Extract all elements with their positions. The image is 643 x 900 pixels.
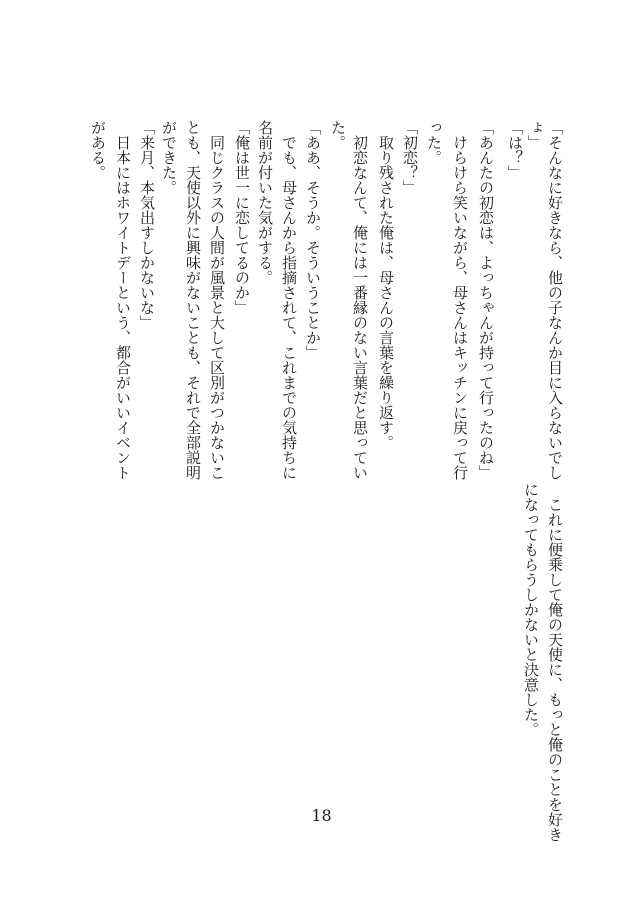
page-number: 18 — [311, 806, 332, 825]
text-column-17: ができた。 — [160, 120, 178, 195]
text-column-2: ょ」 — [526, 120, 544, 150]
text-column-9: 初恋なんて、俺には一番縁のない言葉だと思ってい — [351, 120, 369, 480]
text-column-16: とも、天使以外に興味がないことも、それで全部説明 — [184, 120, 202, 480]
text-column-14: 「俺は世一に恋してるのか」 — [233, 120, 251, 315]
text-column-6: った。 — [425, 120, 443, 165]
text-column-13: 名前が付いた気がする。 — [256, 120, 274, 285]
text-column-5: けらけら笑いながら、母さんはキッチンに戻って行 — [451, 120, 469, 480]
text-column-1: 「そんなに好きなら、他の子なんか目に入らないでし — [546, 120, 564, 480]
text-column-10: た。 — [329, 120, 347, 150]
text-column-8: 取り残された俺は、母さんの言葉を繰り返す。 — [377, 120, 395, 450]
text-column-7: 「初恋？」 — [401, 120, 419, 195]
text-column-20: がある。 — [89, 120, 107, 180]
text-column-22: になってもらうしかないと決意した。 — [522, 482, 540, 737]
text-column-12: でも、母さんから指摘されて、これまでの気持ちに — [280, 120, 298, 480]
text-column-19: 日本にはホワイトデーという、都合がいいイベント — [114, 120, 132, 480]
text-column-11: 「ああ、そうか。そういうことか」 — [304, 120, 322, 360]
text-column-21: これに便乗して俺の天使に、もっと俺のことを好き — [546, 482, 564, 842]
text-column-15: 同じクラスの人間が風景と大して区別がつかないこ — [208, 120, 226, 480]
text-column-18: 「来月、本気出すしかないな」 — [138, 120, 156, 330]
text-column-4: 「あんたの初恋は、よっちゃんが持って行ったのね」 — [477, 120, 495, 480]
text-column-3: 「は？」 — [506, 120, 524, 180]
